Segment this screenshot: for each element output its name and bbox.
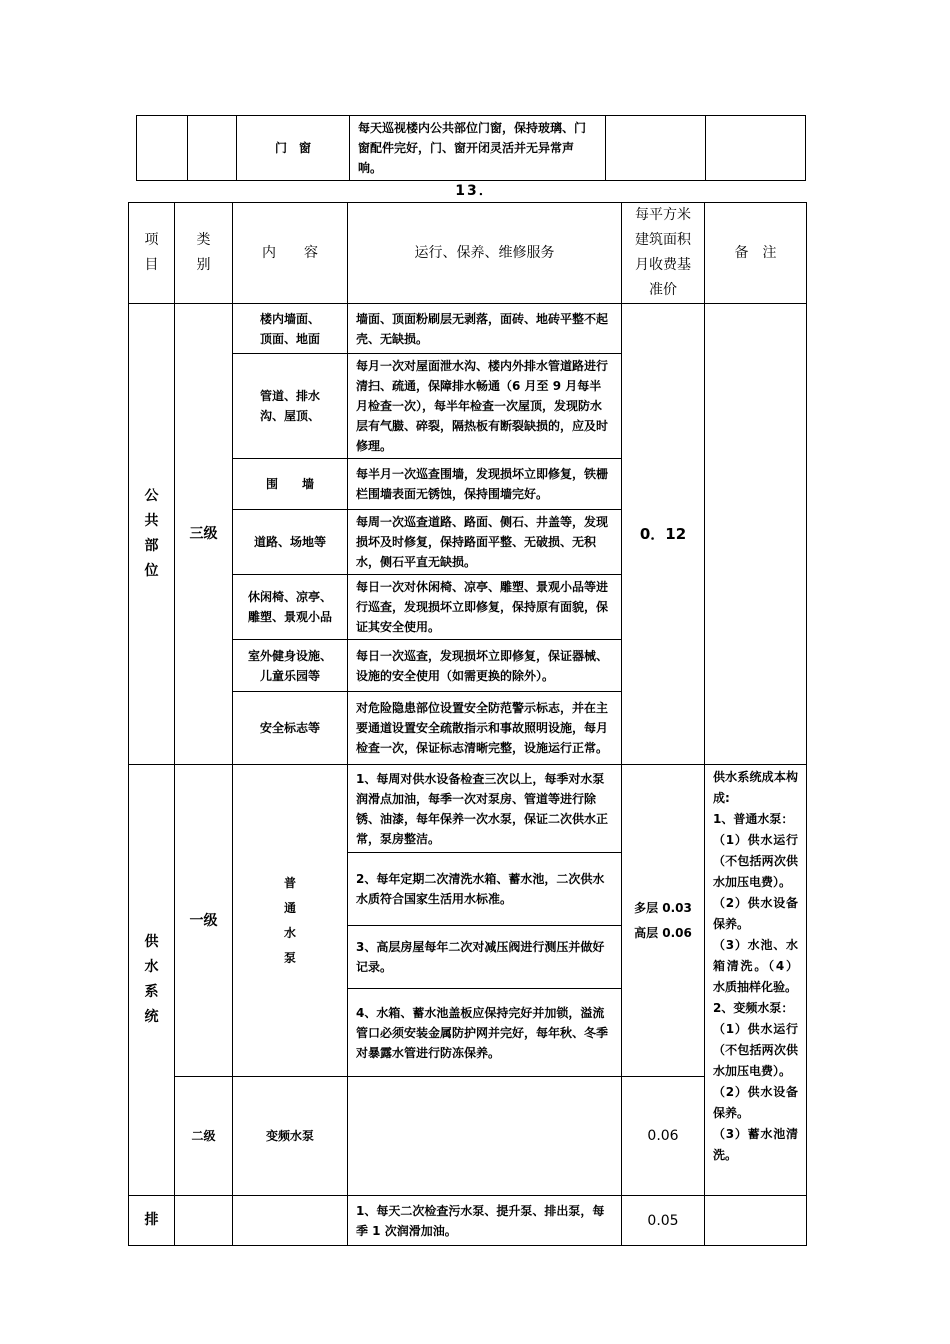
desc-cell xyxy=(348,1077,622,1196)
level-public: 三级 xyxy=(175,304,233,765)
item-cell: 围 墙 xyxy=(233,459,348,510)
note-public xyxy=(705,304,807,765)
desc-cell: 墙面、顶面粉刷层无剥落，面砖、地砖平整不起壳、无缺损。 xyxy=(348,304,622,354)
header-price: 每平方米 建筑面积 月收费基 准价 xyxy=(622,203,705,304)
item-cell: 道路、场地等 xyxy=(233,510,348,575)
project-drain: 排 xyxy=(129,1196,175,1246)
empty-cell xyxy=(188,116,237,181)
item-cell: 室外健身设施、 儿童乐园等 xyxy=(233,640,348,692)
empty-cell xyxy=(175,1196,233,1246)
desc-cell: 对危险隐患部位设置安全防范警示标志，并在主要通道设置安全疏散指示和事故照明设施，每月检查一次，保证标志清晰完整，设施运行正常。 xyxy=(348,692,622,765)
empty-cell xyxy=(137,116,188,181)
empty-cell xyxy=(606,116,706,181)
price-water-1: 多层 0.03 高层 0.06 xyxy=(622,765,705,1077)
desc-cell: 2、每年定期二次清洗水箱、蓄水池，二次供水水质符合国家生活用水标准。 xyxy=(348,853,622,926)
header-row xyxy=(129,203,807,304)
price-drain: 0.05 xyxy=(622,1196,705,1246)
desc-cell: 每天巡视楼内公共部位门窗，保持玻璃、门窗配件完好，门、窗开闭灵活并无异常声响。 xyxy=(350,116,606,181)
level1-water: 一级 xyxy=(175,765,233,1077)
header-project: 项 目 xyxy=(129,203,175,304)
price-water-2: 0.06 xyxy=(622,1077,705,1196)
top-table xyxy=(136,115,806,181)
desc-cell: 1、每周对供水设备检查三次以上，每季对水泵润滑点加油，每季一次对泵房、管道等进行除锈、油漆，每年保养一次水泵，保证二次供水正常，泵房整洁。 xyxy=(348,765,622,853)
header-content: 内 容 xyxy=(233,203,348,304)
item-cell: 门 窗 xyxy=(237,116,350,181)
project-public: 公 共 部 位 xyxy=(129,304,175,765)
item-cell: 楼内墙面、 顶面、地面 xyxy=(233,304,348,354)
desc-cell: 每日一次对休闲椅、凉亭、雕塑、景观小品等进行巡查，发现损坏立即修复，保持原有面貌，保证其安全使用。 xyxy=(348,575,622,640)
desc-cell: 每周一次巡查道路、路面、侧石、井盖等，发现损坏及时修复，保持路面平整、无破损、无积水，侧石平直无缺损。 xyxy=(348,510,622,575)
item-cell: 变频水泵 xyxy=(233,1077,348,1196)
empty-cell xyxy=(706,116,806,181)
table-row xyxy=(137,116,806,181)
project-water: 供 水 系 统 xyxy=(129,765,175,1196)
header-service: 运行、保养、维修服务 xyxy=(348,203,622,304)
item-cell: 休闲椅、凉亭、 雕塑、景观小品 xyxy=(233,575,348,640)
header-category: 类 别 xyxy=(175,203,233,304)
item-water-pump: 普 通 水 泵 xyxy=(233,765,348,1077)
desc-cell: 1、每天二次检查污水泵、提升泵、排出泵，每季 1 次润滑加油。 xyxy=(348,1196,622,1246)
price-public: 0．12 xyxy=(622,304,705,765)
item-cell: 管道、排水 沟、屋顶、 xyxy=(233,354,348,459)
note-water: 供水系统成本构成: 1、普通水泵： （1）供水运行（不包括两次供水加压电费）。 （2）供水设备保养。 （3）水池、水箱清洗。（4）水质抽样化验。 2、变频水泵： （1）供水运行（不包括两次供水加压电费）。 （2）供水设备保养。 （3）蓄水池清洗。 xyxy=(705,765,807,1196)
page-number: 13． xyxy=(455,183,495,199)
desc-cell: 每日一次巡查，发现损坏立即修复，保证器械、设施的安全使用（如需更换的除外）。 xyxy=(348,640,622,692)
item-cell: 安全标志等 xyxy=(233,692,348,765)
desc-cell: 3、高层房屋每年二次对减压阀进行测压并做好记录。 xyxy=(348,926,622,989)
header-note: 备 注 xyxy=(705,203,807,304)
main-table xyxy=(128,202,807,1246)
level2-water: 二级 xyxy=(175,1077,233,1196)
desc-cell: 4、水箱、蓄水池盖板应保持完好并加锁，溢流管口必须安装金属防护网并完好，每年秋、冬季对暴露水管进行防冻保养。 xyxy=(348,989,622,1077)
table-row xyxy=(129,304,807,354)
table-row xyxy=(129,1196,807,1246)
desc-cell: 每半月一次巡查围墙，发现损坏立即修复，铁栅栏围墙表面无锈蚀，保持围墙完好。 xyxy=(348,459,622,510)
empty-cell xyxy=(705,1196,807,1246)
desc-cell: 每月一次对屋面泄水沟、楼内外排水管道路进行清扫、疏通，保障排水畅通（6 月至 9 月每半月检查一次），每半年检查一次屋顶，发现防水层有气臌、碎裂，隔热板有断裂缺损的，应及时修理。 xyxy=(348,354,622,459)
empty-cell xyxy=(233,1196,348,1246)
table-row xyxy=(129,765,807,853)
